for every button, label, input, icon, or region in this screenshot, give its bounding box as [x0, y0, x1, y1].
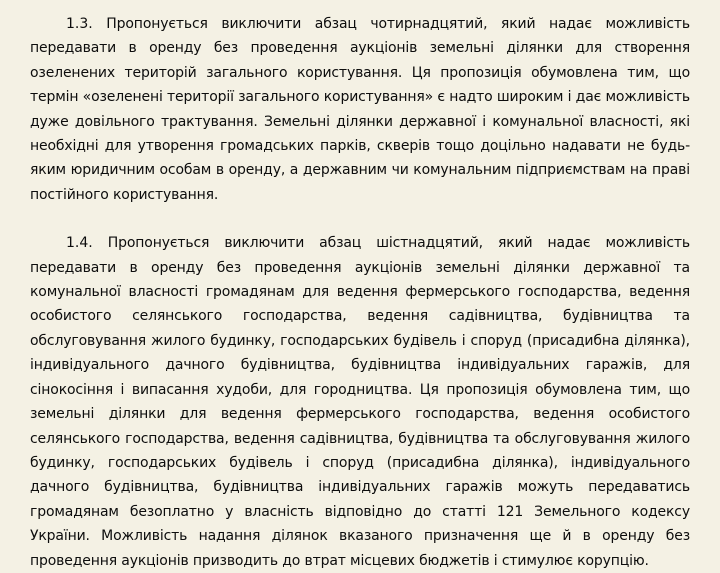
- paragraph-1-3: [30, 12, 690, 207]
- paragraph-number: 1.4.: [66, 235, 93, 252]
- paragraph-1-4: [30, 231, 690, 573]
- paragraph-text: Пропонується виключити абзац шістнадцятий, який надає можливість передавати в оренду без проведення аукціонів земельні ділянки державної та комунальної власності громадянам для ведення фермерського господарства, ведення особистого селянського господарства, ведення садівництва, будівництва та обслуговування жилого будинку, господарських будівель і споруд (присадибна ділянка), індивідуального дачного будівництва, будівництва індивідуальних гаражів, для сінокосіння і випасання худоби, для городництва. Ця пропозиція обумовлена тим, що земельні ділянки для ведення фермерського господарства, ведення особистого селянського господарства, ведення садівництва, будівництва та обслуговування жилого будинку, господарських будівель і споруд (присадибна ділянка), індивідуального дачного будівництва, будівництва індивідуальних гаражів можуть передаватись громадянам безоплатно у власність відповідно до статті 121 Земельного кодексу України. Можливість надання ділянок вказаного призначення ще й в оренду без проведення аукціонів призводить до втрат місцевих бюджетів і стимулює корупцію.: [30, 235, 690, 569]
- paragraph-number: 1.3.: [66, 16, 93, 32]
- paragraph-text: Пропонується виключити абзац чотирнадцятий, який надає можливість передавати в оренду без проведення аукціонів земельні ділянки для створення озеленених територій загального користування. Ця пропозиція обумовлена тим, що термін «озеленені території загального користування» є надто широким і дає можливість дуже довільного трактування. Земельні ділянки державної і комунальної власності, які необхідні для утворення громадських парків, скверів тощо доцільно надавати не будь-яким юридичним особам в оренду, а державним чи комунальним підприємствам на праві постійного користування.: [30, 16, 690, 203]
